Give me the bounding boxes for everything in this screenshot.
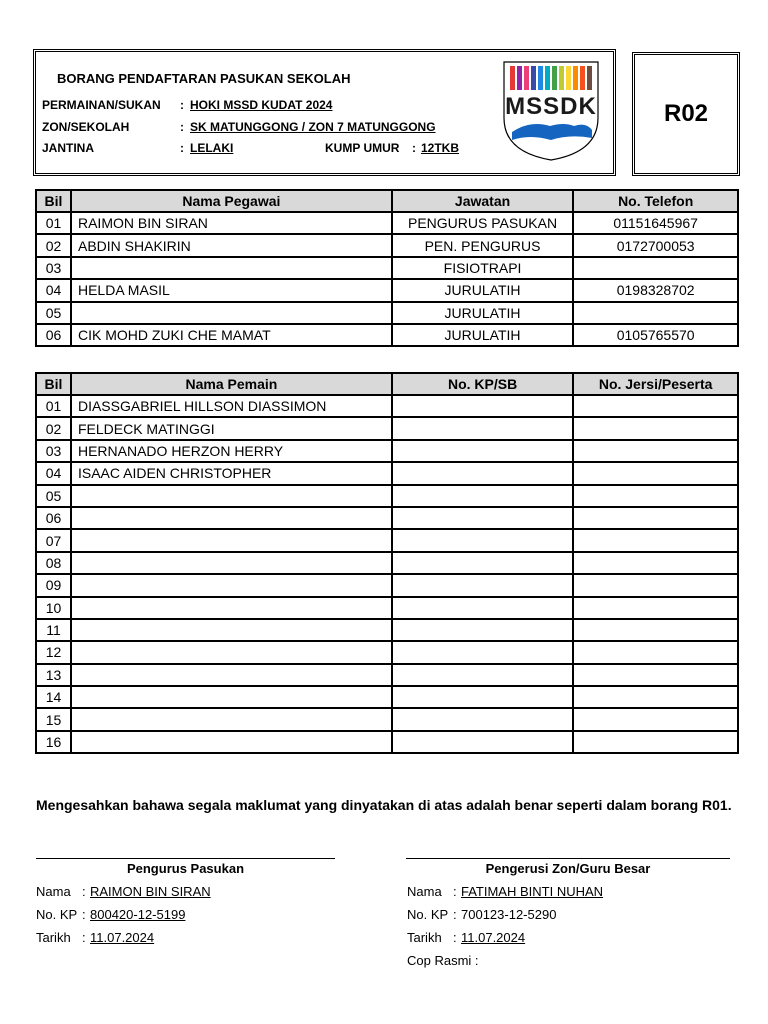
official-row xyxy=(36,212,738,234)
officials-table xyxy=(35,189,739,347)
cell-no-kp-sb xyxy=(392,417,573,439)
cell-nama-pemain xyxy=(71,641,392,663)
col-no-telefon: No. Telefon xyxy=(573,190,738,212)
cell-bil: 15 xyxy=(36,708,71,730)
cell-nama-pemain xyxy=(71,708,392,730)
cell-no-kp-sb xyxy=(392,597,573,619)
cell-no-jersi xyxy=(573,641,738,663)
cell-no-jersi xyxy=(573,731,738,753)
official-row xyxy=(36,302,738,324)
cell-bil: 10 xyxy=(36,597,71,619)
cell-nama-pemain xyxy=(71,507,392,529)
cell-jawatan: JURULATIH xyxy=(392,324,574,346)
left-ic-value: 800420-12-5199 xyxy=(90,907,186,922)
cell-bil: 06 xyxy=(36,324,71,346)
logo-text: MSSDK xyxy=(505,93,597,120)
cell-nama-pegawai: CIK MOHD ZUKI CHE MAMAT xyxy=(71,324,392,346)
official-row xyxy=(36,279,738,301)
cell-bil: 13 xyxy=(36,664,71,686)
left-ic-label: No. KP xyxy=(36,907,78,922)
right-ic-value: 700123-12-5290 xyxy=(461,907,557,922)
left-name-value: RAIMON BIN SIRAN xyxy=(90,884,211,899)
cell-nama-pegawai xyxy=(71,302,392,324)
cell-no-jersi xyxy=(573,395,738,417)
official-stamp-label: Cop Rasmi : xyxy=(407,953,479,968)
cell-bil: 04 xyxy=(36,462,71,484)
cell-nama-pemain xyxy=(71,597,392,619)
cell-nama-pemain: HERNANADO HERZON HERRY xyxy=(71,440,392,462)
cell-nama-pemain xyxy=(71,686,392,708)
cell-no-kp-sb xyxy=(392,574,573,596)
cell-nama-pemain xyxy=(71,619,392,641)
cell-bil: 03 xyxy=(36,440,71,462)
player-row xyxy=(36,686,738,708)
cell-jawatan: PEN. PENGURUS xyxy=(392,234,574,256)
cell-no-jersi xyxy=(573,708,738,730)
cell-no-kp-sb xyxy=(392,552,573,574)
cell-no-kp-sb xyxy=(392,395,573,417)
player-row xyxy=(36,664,738,686)
cell-bil: 14 xyxy=(36,686,71,708)
form-title: BORANG PENDAFTARAN PASUKAN SEKOLAH xyxy=(57,71,351,86)
gender-label: JANTINA xyxy=(42,141,95,155)
right-ic-colon: : xyxy=(453,907,457,922)
right-date-value: 11.07.2024 xyxy=(461,930,526,945)
cell-no-jersi xyxy=(573,462,738,484)
left-ic-colon: : xyxy=(82,907,86,922)
cell-bil: 16 xyxy=(36,731,71,753)
cell-no-kp-sb xyxy=(392,686,573,708)
signature-title-right: Pengerusi Zon/Guru Besar xyxy=(485,861,651,876)
signature-line-left xyxy=(36,858,335,859)
player-row xyxy=(36,619,738,641)
cell-nama-pemain: DIASSGABRIEL HILLSON DIASSIMON xyxy=(71,395,392,417)
cell-no-telefon: 0172700053 xyxy=(573,234,738,256)
cell-bil: 07 xyxy=(36,529,71,551)
right-date-colon: : xyxy=(453,930,457,945)
left-date-colon: : xyxy=(82,930,86,945)
cell-no-jersi xyxy=(573,664,738,686)
cell-no-telefon xyxy=(573,302,738,324)
cell-nama-pemain: FELDECK MATINGGI xyxy=(71,417,392,439)
left-date-label: Tarikh xyxy=(36,930,71,945)
cell-bil: 12 xyxy=(36,641,71,663)
age-group-value: 12TKB xyxy=(421,141,460,155)
left-name-label: Nama xyxy=(36,884,71,899)
cell-no-kp-sb xyxy=(392,731,573,753)
cell-no-telefon: 0198328702 xyxy=(573,279,738,301)
official-row xyxy=(36,257,738,279)
player-row xyxy=(36,597,738,619)
declaration-text: Mengesahkan bahawa segala maklumat yang dinyatakan di atas adalah benar seperti dalam borang R01. xyxy=(36,797,732,813)
cell-no-kp-sb xyxy=(392,641,573,663)
cell-bil: 06 xyxy=(36,507,71,529)
cell-no-kp-sb xyxy=(392,664,573,686)
cell-bil: 03 xyxy=(36,257,71,279)
cell-no-jersi xyxy=(573,507,738,529)
cell-no-telefon: 01151645967 xyxy=(573,212,738,234)
col-no-kp-sb: No. KP/SB xyxy=(392,373,573,395)
signature-line-right xyxy=(406,858,730,859)
player-row xyxy=(36,485,738,507)
cell-bil: 11 xyxy=(36,619,71,641)
cell-no-jersi xyxy=(573,574,738,596)
cell-nama-pegawai: HELDA MASIL xyxy=(71,279,392,301)
cell-no-jersi xyxy=(573,686,738,708)
cell-no-jersi xyxy=(573,440,738,462)
cell-no-kp-sb xyxy=(392,462,573,484)
cell-no-kp-sb xyxy=(392,440,573,462)
player-row xyxy=(36,574,738,596)
col-no-jersi: No. Jersi/Peserta xyxy=(573,373,738,395)
cell-no-jersi xyxy=(573,552,738,574)
signature-title-left: Pengurus Pasukan xyxy=(126,861,245,876)
right-ic-label: No. KP xyxy=(407,907,449,922)
sport-label: PERMAINAN/SUKAN xyxy=(42,98,161,112)
player-row xyxy=(36,552,738,574)
player-row xyxy=(36,462,738,484)
gender-value: LELAKI xyxy=(190,141,234,155)
officials-header-row xyxy=(36,190,738,212)
cell-nama-pegawai: ABDIN SHAKIRIN xyxy=(71,234,392,256)
cell-no-kp-sb xyxy=(392,708,573,730)
players-table xyxy=(35,372,739,754)
age-group-label: KUMP UMUR xyxy=(325,141,400,155)
cell-bil: 04 xyxy=(36,279,71,301)
player-row xyxy=(36,529,738,551)
cell-no-telefon xyxy=(573,257,738,279)
player-row xyxy=(36,395,738,417)
left-date-value: 11.07.2024 xyxy=(90,930,155,945)
cell-jawatan: FISIOTRAPI xyxy=(392,257,574,279)
cell-nama-pemain xyxy=(71,731,392,753)
cell-no-kp-sb xyxy=(392,619,573,641)
cell-jawatan: PENGURUS PASUKAN xyxy=(392,212,574,234)
col-bil: Bil xyxy=(36,373,71,395)
cell-bil: 05 xyxy=(36,485,71,507)
cell-nama-pemain xyxy=(71,664,392,686)
cell-bil: 02 xyxy=(36,234,71,256)
player-row xyxy=(36,641,738,663)
cell-bil: 05 xyxy=(36,302,71,324)
cell-no-kp-sb xyxy=(392,507,573,529)
right-name-label: Nama xyxy=(407,884,442,899)
player-row xyxy=(36,507,738,529)
left-name-colon: : xyxy=(82,884,86,899)
cell-nama-pemain xyxy=(71,529,392,551)
col-jawatan: Jawatan xyxy=(392,190,574,212)
form-code: R02 xyxy=(632,52,740,176)
right-name-colon: : xyxy=(453,884,457,899)
school-colon: : xyxy=(180,120,184,134)
mssdk-logo xyxy=(500,60,602,162)
cell-no-kp-sb xyxy=(392,529,573,551)
col-bil: Bil xyxy=(36,190,71,212)
cell-no-jersi xyxy=(573,485,738,507)
sport-colon: : xyxy=(180,98,184,112)
col-nama-pemain: Nama Pemain xyxy=(71,373,392,395)
cell-nama-pemain: ISAAC AIDEN CHRISTOPHER xyxy=(71,462,392,484)
cell-nama-pemain xyxy=(71,574,392,596)
cell-no-jersi xyxy=(573,619,738,641)
cell-no-jersi xyxy=(573,529,738,551)
school-value: SK MATUNGGONG / ZON 7 MATUNGGONG xyxy=(190,120,436,134)
cell-nama-pemain xyxy=(71,552,392,574)
player-row xyxy=(36,417,738,439)
cell-bil: 01 xyxy=(36,395,71,417)
cell-no-jersi xyxy=(573,417,738,439)
cell-jawatan: JURULATIH xyxy=(392,279,574,301)
school-label: ZON/SEKOLAH xyxy=(42,120,130,134)
cell-no-jersi xyxy=(573,597,738,619)
official-row xyxy=(36,324,738,346)
player-row xyxy=(36,708,738,730)
cell-bil: 09 xyxy=(36,574,71,596)
cell-bil: 02 xyxy=(36,417,71,439)
gender-colon: : xyxy=(180,141,184,155)
cell-nama-pemain xyxy=(71,485,392,507)
sport-value: HOKI MSSD KUDAT 2024 xyxy=(190,98,333,112)
cell-bil: 01 xyxy=(36,212,71,234)
cell-nama-pegawai: RAIMON BIN SIRAN xyxy=(71,212,392,234)
cell-no-telefon: 0105765570 xyxy=(573,324,738,346)
cell-nama-pegawai xyxy=(71,257,392,279)
age-group-colon: : xyxy=(412,141,416,155)
right-name-value: FATIMAH BINTI NUHAN xyxy=(461,884,604,899)
player-row xyxy=(36,731,738,753)
right-date-label: Tarikh xyxy=(407,930,442,945)
cell-jawatan: JURULATIH xyxy=(392,302,574,324)
cell-no-kp-sb xyxy=(392,485,573,507)
col-nama-pegawai: Nama Pegawai xyxy=(71,190,392,212)
cell-bil: 08 xyxy=(36,552,71,574)
players-header-row xyxy=(36,373,738,395)
player-row xyxy=(36,440,738,462)
official-row xyxy=(36,234,738,256)
